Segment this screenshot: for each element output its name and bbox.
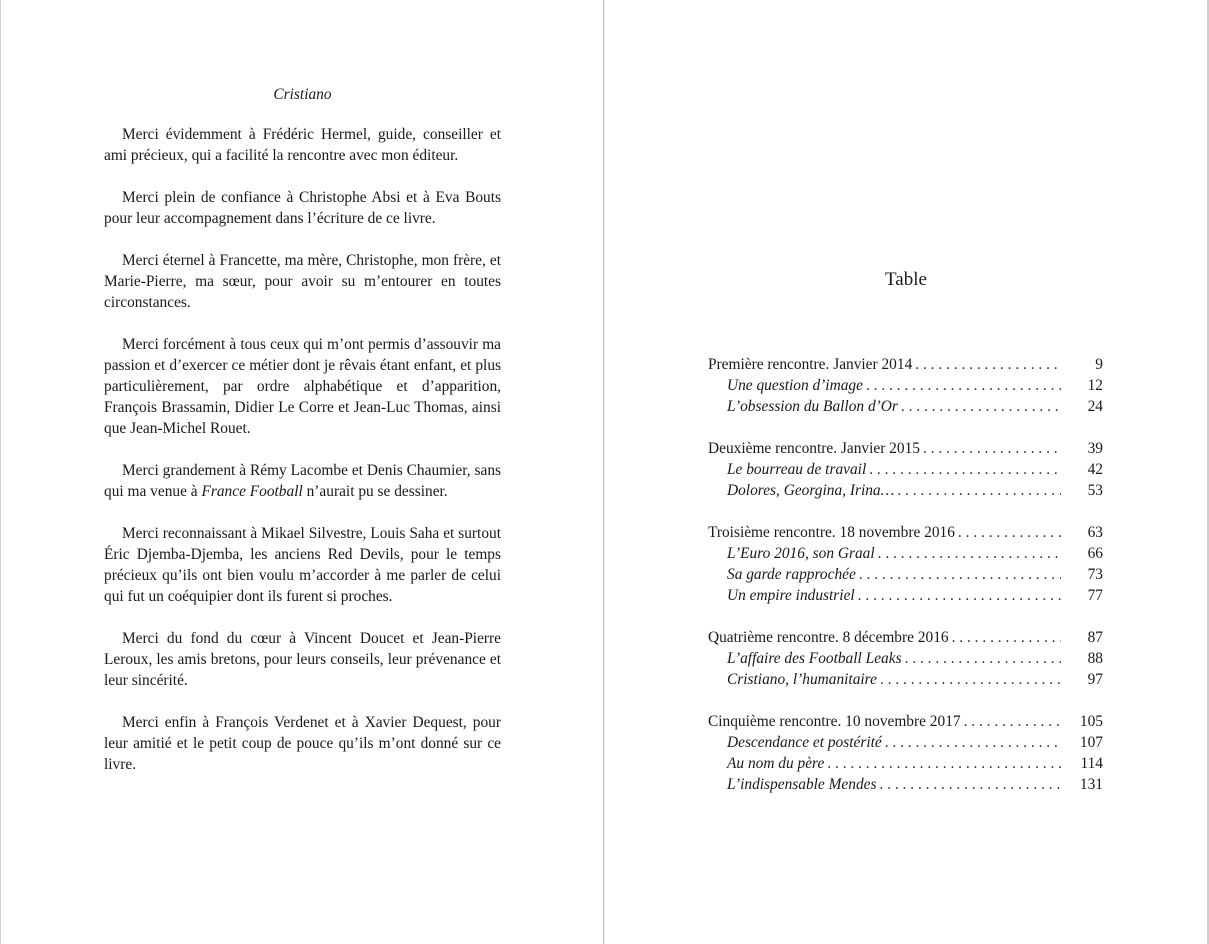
toc-part	[708, 627, 1103, 690]
dot-leader	[866, 375, 1061, 396]
toc-subentry-page: 97	[1087, 671, 1103, 688]
paragraph-red-devils: Merci reconnaissant à Mikael Silvestre, Louis Saha et surtout Éric Djemba-Djemba, les anciens Red Devils, pour le temps précieux qu’ils ont bien voulu m’accorder à me parler de celui qui fut un coéquipier dont ils furent si proches.	[104, 525, 501, 605]
toc-entry[interactable]	[708, 627, 1103, 648]
toc-subentry-title: Dolores, Georgina, Irina…	[727, 482, 895, 499]
toc-subentry-title: L’obsession du Ballon d’Or	[727, 398, 898, 415]
dot-leader	[880, 669, 1061, 690]
toc-entry-title: Première rencontre. Janvier 2014	[708, 356, 913, 373]
toc-entry-page: 9	[1095, 356, 1103, 373]
dot-leader	[923, 438, 1061, 459]
toc-subentry-title: Au nom du père	[727, 755, 825, 772]
toc-subentry[interactable]	[708, 753, 1103, 774]
toc-subentry-page: 12	[1087, 377, 1103, 394]
toc-subentry-page: 88	[1087, 650, 1103, 667]
dot-leader	[859, 564, 1061, 585]
toc-subentry[interactable]	[708, 375, 1103, 396]
toc-entry[interactable]	[708, 438, 1103, 459]
running-head: Cristiano	[273, 86, 332, 103]
toc-subentry-title: Un empire industriel	[727, 587, 855, 604]
toc-entry-title: Deuxième rencontre. Janvier 2015	[708, 440, 920, 457]
toc-entry[interactable]	[708, 522, 1103, 543]
paragraph-hermel: Merci évidemment à Frédéric Hermel, guide, conseiller et ami précieux, qui a facilité la rencontre avec mon éditeur.	[104, 126, 501, 164]
paragraph-family: Merci éternel à Francette, ma mère, Christophe, mon frère, et Marie-Pierre, ma sœur, pour avoir su m’entourer en toutes circonstances.	[104, 252, 501, 311]
paragraph-france-football	[104, 460, 501, 502]
paragraph-absi-bouts: Merci plein de confiance à Christophe Absi et à Eva Bouts pour leur accompagnement dans l’écriture de ce livre.	[104, 189, 501, 227]
toc-subentry[interactable]	[708, 396, 1103, 417]
toc-subentry-title: Sa garde rapprochée	[727, 566, 856, 583]
toc-entry-page: 105	[1079, 713, 1103, 730]
toc-subentry-page: 107	[1079, 734, 1103, 751]
magazine-title: France Football	[201, 483, 303, 500]
toc-subentry[interactable]	[708, 564, 1103, 585]
toc-entry-title: Quatrième rencontre. 8 décembre 2016	[708, 629, 949, 646]
dot-leader	[897, 480, 1061, 501]
paragraph-bretons: Merci du fond du cœur à Vincent Doucet et Jean-Pierre Leroux, les amis bretons, pour leurs conseils, leur prévenance et leur sincérité.	[104, 630, 501, 689]
toc-subentry[interactable]	[708, 648, 1103, 669]
toc-subentry[interactable]	[708, 669, 1103, 690]
toc-subentry[interactable]	[708, 480, 1103, 501]
page-edge-left	[0, 0, 1, 944]
toc-entry-title: Troisième rencontre. 18 novembre 2016	[708, 524, 955, 541]
toc-subentry-page: 77	[1087, 587, 1103, 604]
toc-part	[708, 354, 1103, 417]
toc-subentry[interactable]	[708, 732, 1103, 753]
paragraph-colleagues: Merci forcément à tous ceux qui m’ont permis d’assouvir ma passion et d’exercer ce métier dont je rêvais étant enfant, et plus particulièrement, par ordre alphabétique et d’apparition, François Brassamin, Didier Le Corre et Jean-Luc Thomas, ainsi que Jean-Michel Rouet.	[104, 336, 501, 437]
toc-entry-page: 39	[1087, 440, 1103, 457]
dot-leader	[885, 732, 1061, 753]
dot-leader	[858, 585, 1061, 606]
dot-leader	[879, 774, 1061, 795]
left-page	[104, 84, 501, 775]
toc-subentry-title: L’indispensable Mendes	[727, 776, 877, 793]
dot-leader	[915, 354, 1061, 375]
toc-subentry-page: 53	[1087, 482, 1103, 499]
toc-entry-page: 87	[1087, 629, 1103, 646]
table-of-contents	[708, 354, 1103, 795]
dot-leader	[958, 522, 1061, 543]
toc-subentry[interactable]	[708, 543, 1103, 564]
dot-leader	[964, 711, 1061, 732]
toc-subentry-page: 114	[1080, 755, 1103, 772]
dot-leader	[878, 543, 1061, 564]
dot-leader	[869, 459, 1061, 480]
toc-subentry-page: 42	[1087, 461, 1103, 478]
toc-subentry-title: Descendance et postérité	[727, 734, 882, 751]
toc-subentry-page: 131	[1079, 776, 1103, 793]
paragraph-text: n’aurait pu se dessiner.	[302, 483, 448, 500]
dot-leader	[905, 648, 1061, 669]
toc-subentry[interactable]	[708, 459, 1103, 480]
toc-subentry-title: L’affaire des Football Leaks	[727, 650, 902, 667]
toc-part	[708, 522, 1103, 606]
toc-subentry-page: 73	[1087, 566, 1103, 583]
toc-title: Table	[885, 269, 927, 290]
toc-subentry-title: Le bourreau de travail	[727, 461, 867, 478]
toc-part	[708, 438, 1103, 501]
gutter-shadow	[604, 0, 605, 944]
toc-subentry-title: Cristiano, l’humanitaire	[727, 671, 877, 688]
toc-entry[interactable]	[708, 711, 1103, 732]
toc-entry[interactable]	[708, 354, 1103, 375]
toc-subentry-title: Une question d’image	[727, 377, 863, 394]
toc-part	[708, 711, 1103, 795]
paragraph-verdenet-dequest: Merci enfin à François Verdenet et à Xavier Dequest, pour leur amitié et le petit coup de pouce qu’ils m’ont donné sur ce livre.	[104, 714, 501, 773]
toc-subentry-title: L’Euro 2016, son Graal	[727, 545, 875, 562]
dot-leader	[952, 627, 1061, 648]
toc-entry-title: Cinquième rencontre. 10 novembre 2017	[708, 713, 961, 730]
toc-entry-page: 63	[1087, 524, 1103, 541]
toc-subentry-page: 66	[1087, 545, 1103, 562]
toc-subentry-page: 24	[1087, 398, 1103, 415]
paragraph-text: Merci grandement à Rémy Lacombe et Denis Chaumier, sans qui ma venue à	[104, 462, 501, 500]
dot-leader	[901, 396, 1061, 417]
toc-subentry[interactable]	[708, 774, 1103, 795]
dot-leader	[827, 753, 1061, 774]
toc-subentry[interactable]	[708, 585, 1103, 606]
